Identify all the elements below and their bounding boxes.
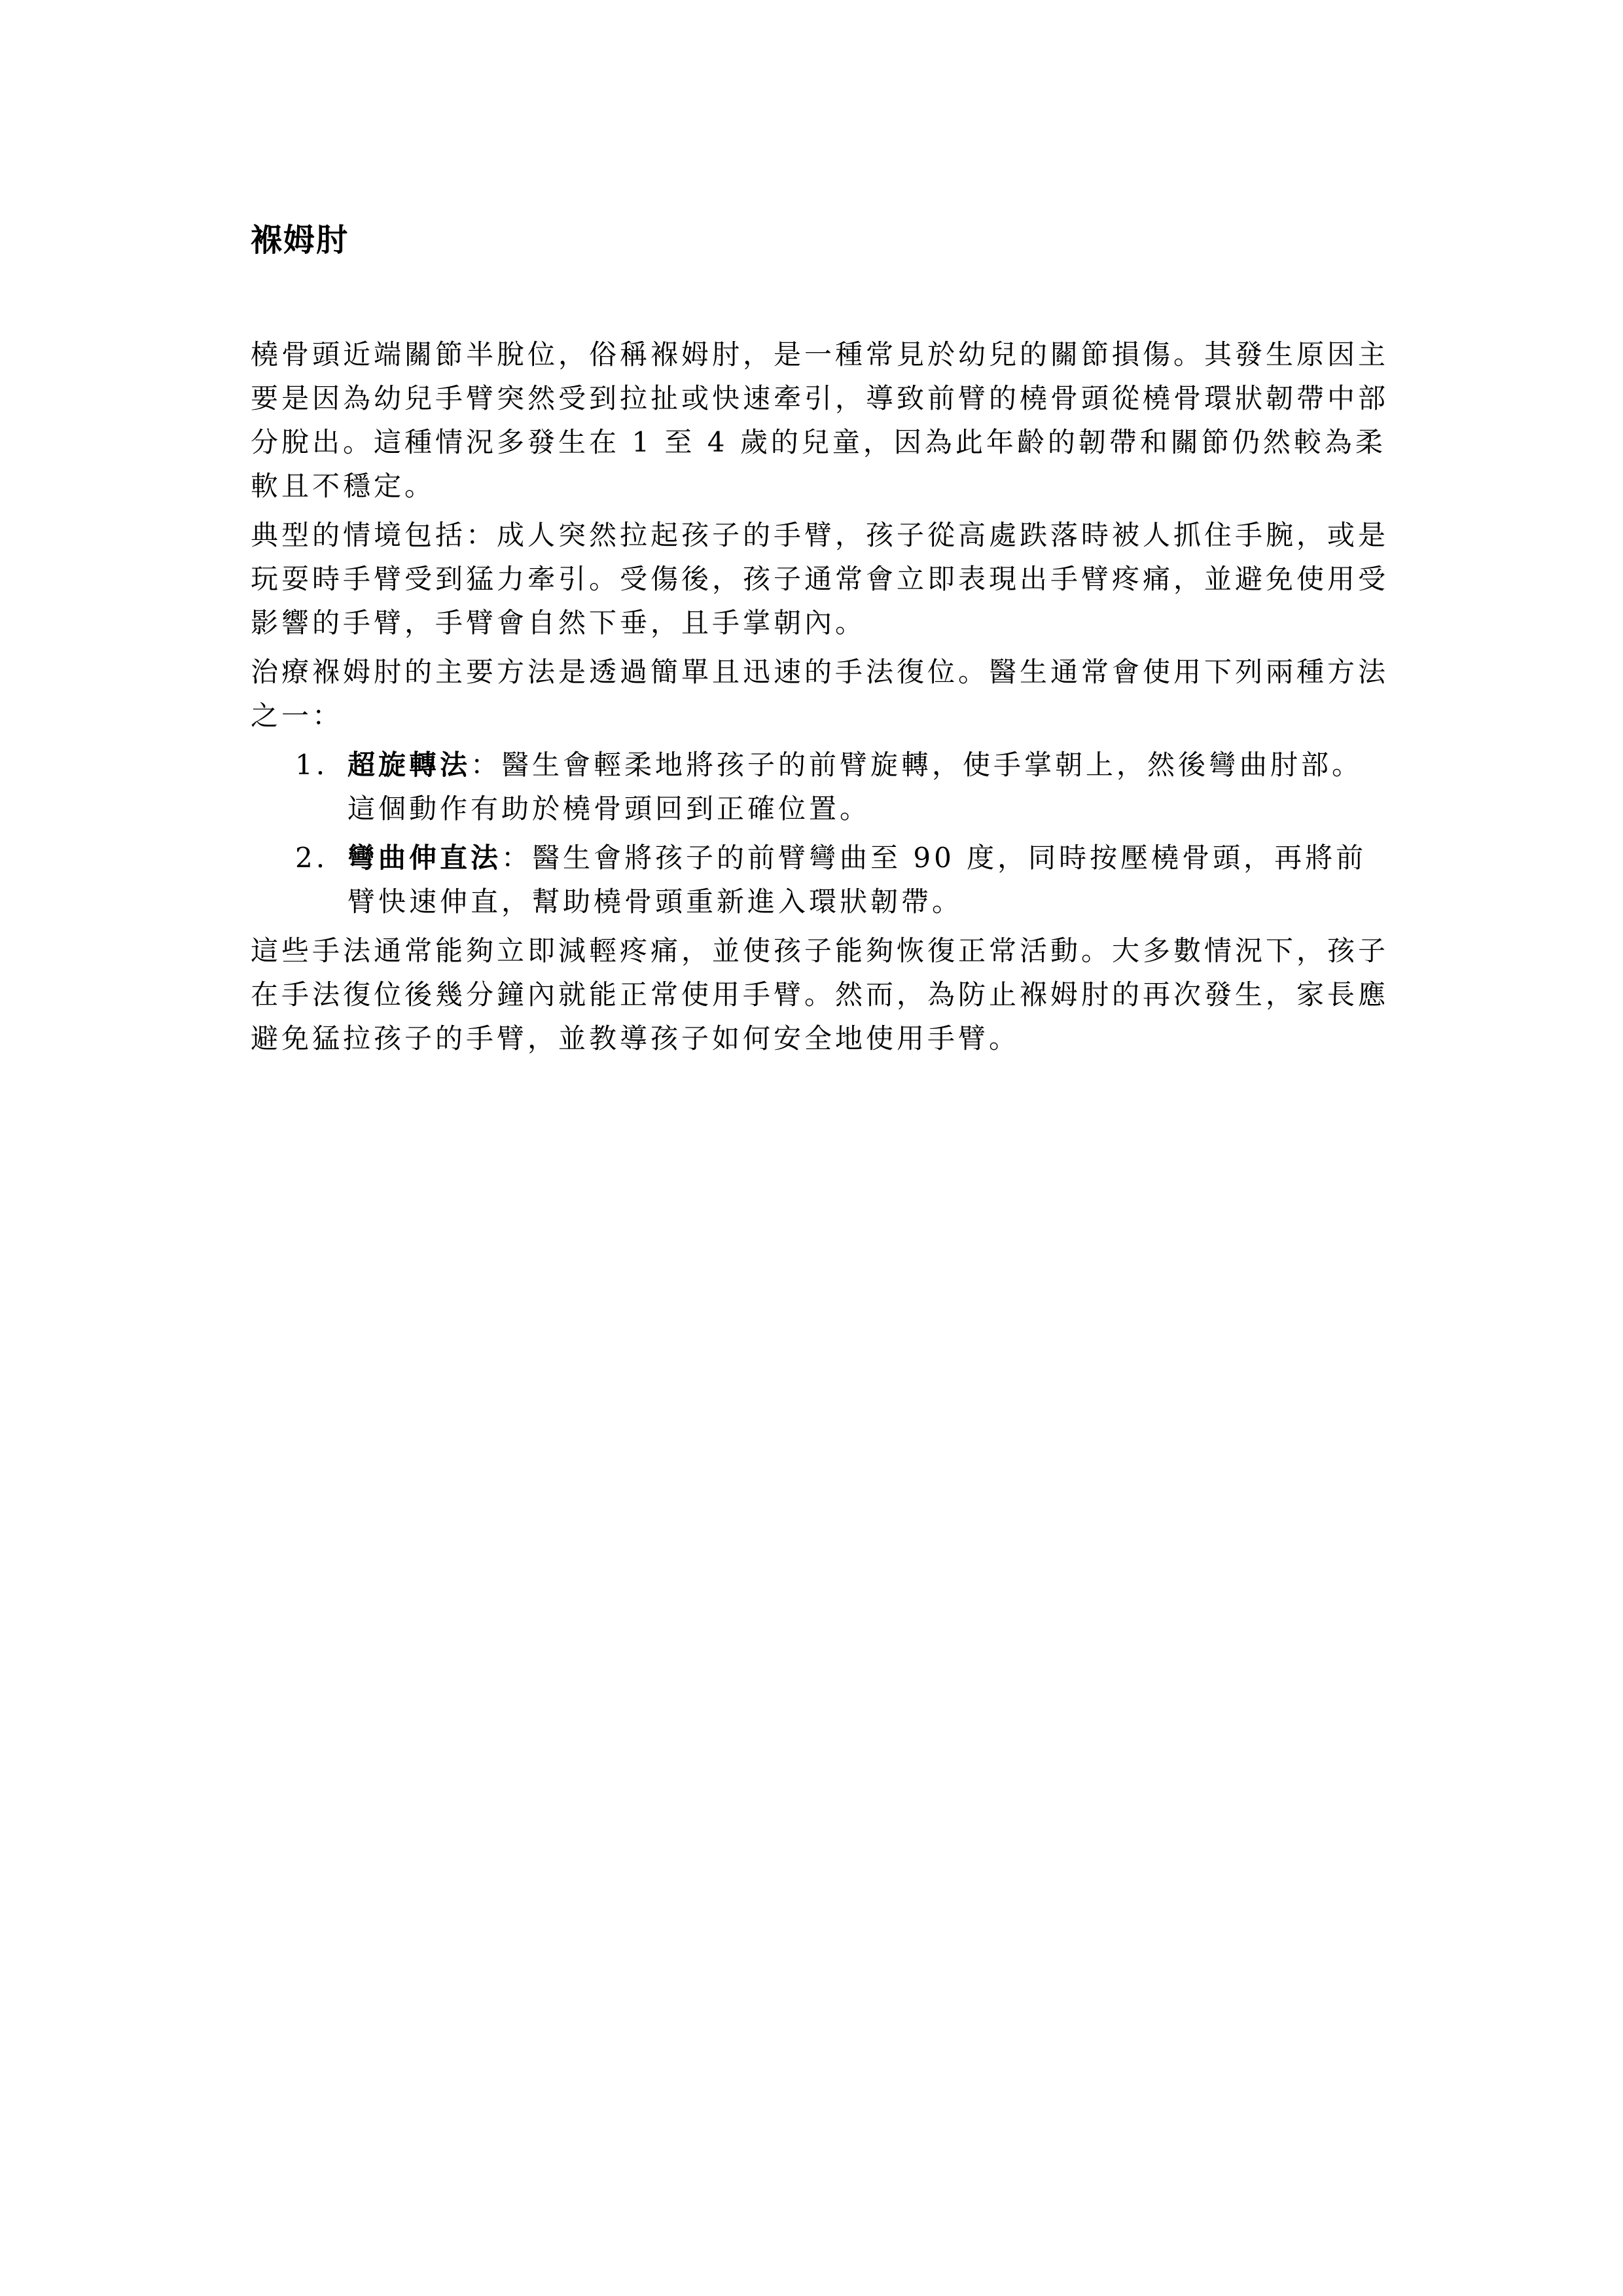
paragraph-closing: 這些手法通常能夠立即減輕疼痛，並使孩子能夠恢復正常活動。大多數情況下，孩子在手法復位後幾分鐘內就能正常使用手臂。然而，為防止褓姆肘的再次發生，家長應避免猛拉孩子的手臂，並教導孩子如何安全地使用手臂。 bbox=[251, 935, 1389, 1054]
method-term: 彎曲伸直法 bbox=[348, 842, 502, 874]
method-description: ：醫生會輕柔地將孩子的前臂旋轉，使手掌朝上，然後彎曲肘部。這個動作有助於橈骨頭回到正確位置。 bbox=[348, 749, 1363, 825]
method-number: 2. bbox=[295, 842, 329, 874]
method-description: ：醫生會將孩子的前臂彎曲至 90 度，同時按壓橈骨頭，再將前臂快速伸直，幫助橈骨頭重新進入環狀韌帶。 bbox=[348, 842, 1367, 918]
method-list bbox=[251, 743, 1389, 924]
paragraph-intro: 橈骨頭近端關節半脫位，俗稱褓姆肘，是一種常見於幼兒的關節損傷。其發生原因主要是因為幼兒手臂突然受到拉扯或快速牽引，導致前臂的橈骨頭從橈骨環狀韌帶中部分脫出。這種情況多發生在 1 至 4 歲的兒童，因為此年齡的韌帶和關節仍然較為柔軟且不穩定。 bbox=[251, 338, 1389, 502]
method-item-flexion-extension bbox=[251, 836, 1389, 924]
paragraph-treatment: 治療褓姆肘的主要方法是透過簡單且迅速的手法復位。醫生通常會使用下列兩種方法之一： bbox=[251, 656, 1389, 732]
method-number: 1. bbox=[295, 749, 329, 781]
paragraph-scenarios: 典型的情境包括：成人突然拉起孩子的手臂，孩子從高處跌落時被人抓住手腕，或是玩耍時手臂受到猛力牽引。受傷後，孩子通常會立即表現出手臂疼痛，並避免使用受影響的手臂，手臂會自然下垂，且手掌朝內。 bbox=[251, 519, 1389, 639]
method-item-supination bbox=[251, 743, 1389, 831]
method-term: 超旋轉法 bbox=[348, 749, 471, 781]
document-title: 褓姆肘 bbox=[251, 222, 349, 259]
document-body bbox=[251, 216, 1389, 1066]
